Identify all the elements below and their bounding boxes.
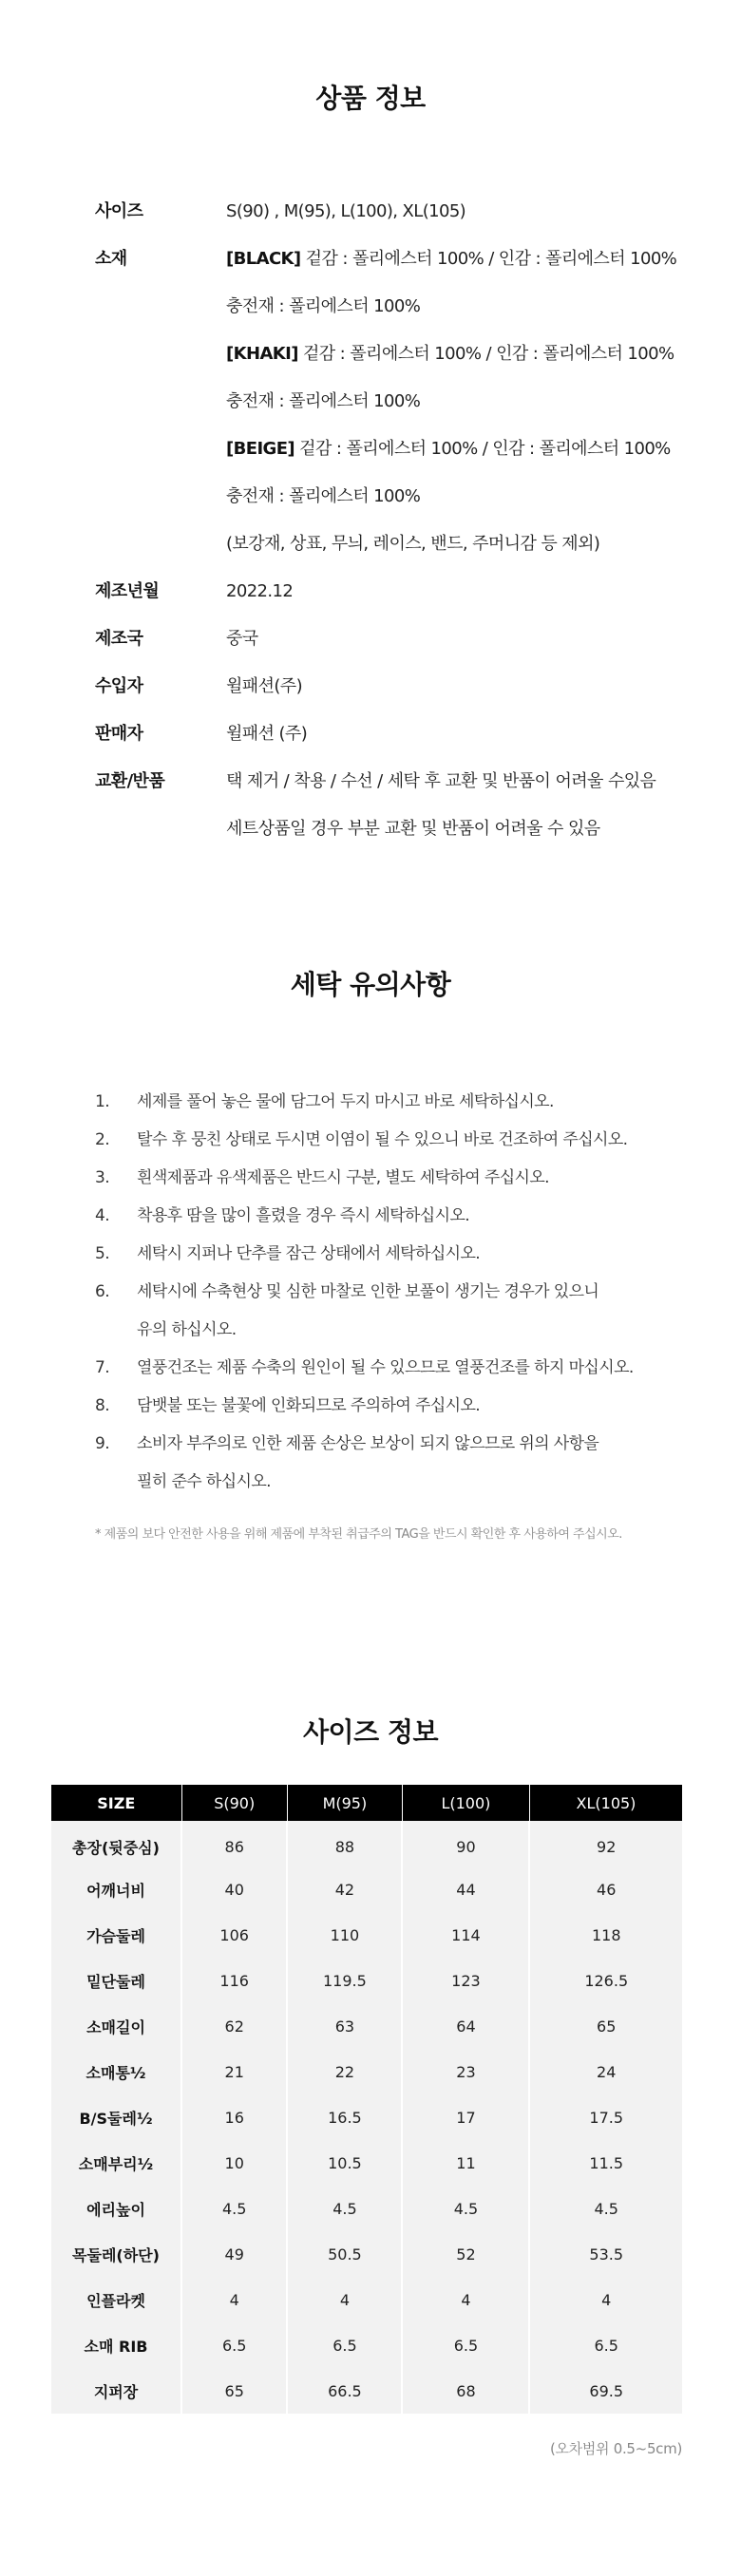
measurement-value: 11.5 — [529, 2140, 682, 2186]
wash-care-item-line: 세제를 풀어 놓은 물에 담그어 두지 마시고 바로 세탁하십시오. — [137, 1092, 554, 1111]
wash-care-item-line: 탈수 후 뭉친 상태로 두시면 이염이 될 수 있으니 바로 건조하여 주십시오. — [137, 1130, 628, 1149]
size-row — [95, 198, 703, 245]
measurement-value: 44 — [402, 1866, 529, 1912]
wash-care-list — [95, 1083, 684, 1501]
wash-care-item-line: 흰색제품과 유색제품은 반드시 구분, 별도 세탁하여 주십시오. — [137, 1168, 549, 1187]
size-table-row — [51, 2049, 682, 2094]
product-info-table — [95, 198, 703, 862]
wash-care-item — [95, 1083, 684, 1121]
measurement-value: 16 — [181, 2094, 287, 2140]
wash-care-item — [95, 1235, 684, 1273]
importer-value: 윌패션(주) — [226, 676, 302, 696]
measurement-value: 68 — [402, 2368, 529, 2414]
wash-care-item-number: 6. — [95, 1282, 110, 1301]
material-line-text: 충전재 : 폴리에스터 100% — [226, 296, 421, 316]
material-line — [226, 293, 703, 340]
material-line-text: 겉감 : 폴리에스터 100% / 인감 : 폴리에스터 100% — [294, 439, 671, 459]
measurement-value: 110 — [287, 1912, 402, 1958]
material-line — [226, 340, 703, 388]
wash-care-item — [95, 1159, 684, 1197]
wash-care-item-number: 2. — [95, 1130, 110, 1149]
size-column-header: L(100) — [402, 1785, 529, 1821]
exchange-line: 세트상품일 경우 부분 교환 및 반품이 어려울 수 있음 — [226, 819, 600, 839]
size-table-row — [51, 2231, 682, 2277]
measurement-value: 106 — [181, 1912, 287, 1958]
material-line-text: (보강재, 상표, 무늬, 레이스, 밴드, 주머니감 등 제외) — [226, 534, 600, 554]
size-table-body — [51, 1821, 682, 2414]
wash-care-item-text — [137, 1387, 684, 1425]
seller-label: 판매자 — [95, 724, 143, 744]
measurement-value: 90 — [402, 1821, 529, 1866]
measurement-value: 10.5 — [287, 2140, 402, 2186]
measurement-value: 52 — [402, 2231, 529, 2277]
measurement-value: 6.5 — [181, 2322, 287, 2368]
material-color-tag: [BEIGE] — [226, 439, 295, 459]
measurement-label: 목둘레(하단) — [51, 2231, 181, 2277]
measurement-value: 92 — [529, 1821, 682, 1866]
material-value — [226, 245, 703, 578]
wash-care-title: 세탁 유의사항 — [290, 969, 451, 1000]
exchange-row — [95, 767, 703, 862]
wash-care-item — [95, 1273, 684, 1349]
measurement-value: 4.5 — [402, 2186, 529, 2231]
measurement-value: 66.5 — [287, 2368, 402, 2414]
measurement-value: 46 — [529, 1866, 682, 1912]
measurement-value: 40 — [181, 1866, 287, 1912]
wash-care-item-number: 9. — [95, 1434, 110, 1453]
wash-care-note: * 제품의 보다 안전한 사용을 위해 제품에 부착된 취급주의 TAG을 반드시 확인한 후 사용하여 주십시오. — [95, 1527, 622, 1542]
measurement-label: B/S둘레½ — [51, 2094, 181, 2140]
size-column-header: S(90) — [181, 1785, 287, 1821]
size-column-header-label: SIZE — [51, 1785, 181, 1821]
measurement-value: 6.5 — [402, 2322, 529, 2368]
size-table-row — [51, 1958, 682, 2003]
wash-care-item-number: 8. — [95, 1396, 110, 1415]
size-table-row — [51, 2186, 682, 2231]
measurement-value: 119.5 — [287, 1958, 402, 2003]
material-line — [226, 435, 703, 483]
measurement-value: 114 — [402, 1912, 529, 1958]
wash-care-item-number: 7. — [95, 1358, 110, 1377]
measurement-value: 21 — [181, 2049, 287, 2094]
measurement-value: 10 — [181, 2140, 287, 2186]
wash-care-item-number: 4. — [95, 1206, 110, 1225]
material-line-text: 충전재 : 폴리에스터 100% — [226, 486, 421, 506]
measurement-value: 50.5 — [287, 2231, 402, 2277]
country-value: 중국 — [226, 629, 258, 649]
measurement-value: 65 — [529, 2003, 682, 2049]
country-row — [95, 625, 703, 672]
size-table-row — [51, 2368, 682, 2414]
importer-label: 수입자 — [95, 676, 143, 696]
measurement-label: 총장(뒷중심) — [51, 1821, 181, 1866]
wash-care-item-line: 착용후 땀을 많이 흘렸을 경우 즉시 세탁하십시오. — [137, 1206, 470, 1225]
wash-care-item-line: 세탁시 지퍼나 단추를 잠근 상태에서 세탁하십시오. — [137, 1244, 481, 1263]
wash-care-item — [95, 1425, 684, 1501]
wash-care-item-number: 5. — [95, 1244, 110, 1263]
material-label: 소재 — [95, 249, 127, 269]
wash-care-item-text — [137, 1273, 684, 1349]
wash-care-item — [95, 1349, 684, 1387]
exchange-value — [226, 767, 703, 862]
wash-care-item-text — [137, 1349, 684, 1387]
measurement-value: 118 — [529, 1912, 682, 1958]
size-tolerance-note: (오차범위 0.5~5cm) — [549, 2440, 682, 2457]
measurement-value: 4.5 — [287, 2186, 402, 2231]
wash-care-item-line: 담뱃불 또는 불꽃에 인화되므로 주의하여 주십시오. — [137, 1396, 481, 1415]
size-table-row — [51, 1866, 682, 1912]
measurement-value: 49 — [181, 2231, 287, 2277]
measurement-value: 63 — [287, 2003, 402, 2049]
size-table-header — [51, 1785, 682, 1821]
size-value: S(90) , M(95), L(100), XL(105) — [226, 201, 466, 221]
exchange-line: 택 제거 / 착용 / 수선 / 세탁 후 교환 및 반품이 어려울 수있음 — [226, 771, 656, 791]
country-label: 제조국 — [95, 629, 143, 649]
measurement-value: 116 — [181, 1958, 287, 2003]
seller-value: 윌패션 (주) — [226, 724, 308, 744]
measurement-value: 22 — [287, 2049, 402, 2094]
measurement-value: 69.5 — [529, 2368, 682, 2414]
importer-row — [95, 672, 703, 720]
measurement-value: 4 — [287, 2277, 402, 2322]
size-table-row — [51, 2140, 682, 2186]
measurement-value: 24 — [529, 2049, 682, 2094]
size-table-row — [51, 1912, 682, 1958]
size-label: 사이즈 — [95, 201, 143, 221]
wash-care-item — [95, 1387, 684, 1425]
measurement-label: 인플라켓 — [51, 2277, 181, 2322]
measurement-value: 53.5 — [529, 2231, 682, 2277]
wash-care-item-text — [137, 1121, 684, 1159]
size-table-row — [51, 1821, 682, 1866]
measurement-label: 소매부리½ — [51, 2140, 181, 2186]
measurement-value: 4 — [402, 2277, 529, 2322]
wash-care-item-text — [137, 1159, 684, 1197]
manufacture-date-row — [95, 578, 703, 625]
wash-care-item-line: 필히 준수 하십시오. — [137, 1472, 271, 1491]
material-line — [226, 245, 703, 293]
measurement-label: 밑단둘레 — [51, 1958, 181, 2003]
wash-care-item-line: 소비자 부주의로 인한 제품 손상은 보상이 되지 않으므로 위의 사항을 — [137, 1434, 599, 1453]
measurement-value: 17.5 — [529, 2094, 682, 2140]
size-column-header: XL(105) — [529, 1785, 682, 1821]
wash-care-item-number: 3. — [95, 1168, 110, 1187]
material-line-text: 겉감 : 폴리에스터 100% / 인감 : 폴리에스터 100% — [297, 344, 674, 364]
material-line — [226, 483, 703, 530]
size-info-title: 사이즈 정보 — [303, 1716, 438, 1748]
measurement-value: 86 — [181, 1821, 287, 1866]
measurement-value: 62 — [181, 2003, 287, 2049]
manufacture-date-value: 2022.12 — [226, 581, 294, 601]
material-row — [95, 245, 703, 578]
measurement-value: 42 — [287, 1866, 402, 1912]
measurement-value: 11 — [402, 2140, 529, 2186]
wash-care-item-text — [137, 1425, 684, 1501]
wash-care-item-text — [137, 1083, 684, 1121]
material-line — [226, 530, 703, 578]
product-info-title: 상품 정보 — [315, 83, 426, 114]
size-table-row — [51, 2003, 682, 2049]
wash-care-item-text — [137, 1197, 684, 1235]
measurement-label: 가슴둘레 — [51, 1912, 181, 1958]
size-table-row — [51, 2277, 682, 2322]
measurement-value: 65 — [181, 2368, 287, 2414]
measurement-label: 어깨너비 — [51, 1866, 181, 1912]
material-line-text: 겉감 : 폴리에스터 100% / 인감 : 폴리에스터 100% — [300, 249, 677, 269]
measurement-value: 4 — [529, 2277, 682, 2322]
material-line — [226, 388, 703, 435]
measurement-value: 4.5 — [529, 2186, 682, 2231]
wash-care-item-line: 열풍건조는 제품 수축의 원인이 될 수 있으므로 열풍건조를 하지 마십시오. — [137, 1358, 634, 1377]
measurement-label: 소매길이 — [51, 2003, 181, 2049]
material-color-tag: [BLACK] — [226, 249, 301, 269]
seller-row — [95, 720, 703, 767]
wash-care-item — [95, 1197, 684, 1235]
measurement-value: 17 — [402, 2094, 529, 2140]
material-line-text: 충전재 : 폴리에스터 100% — [226, 391, 421, 411]
material-color-tag: [KHAKI] — [226, 344, 298, 364]
measurement-value: 126.5 — [529, 1958, 682, 2003]
measurement-label: 소매 RIB — [51, 2322, 181, 2368]
manufacture-date-label: 제조년월 — [95, 581, 160, 601]
measurement-value: 16.5 — [287, 2094, 402, 2140]
measurement-value: 23 — [402, 2049, 529, 2094]
wash-care-item — [95, 1121, 684, 1159]
measurement-value: 6.5 — [287, 2322, 402, 2368]
measurement-value: 4 — [181, 2277, 287, 2322]
size-table — [51, 1785, 682, 2414]
wash-care-item-number: 1. — [95, 1092, 110, 1111]
measurement-value: 64 — [402, 2003, 529, 2049]
measurement-value: 88 — [287, 1821, 402, 1866]
measurement-value: 6.5 — [529, 2322, 682, 2368]
exchange-label: 교환/반품 — [95, 771, 165, 791]
wash-care-item-text — [137, 1235, 684, 1273]
size-table-row — [51, 2322, 682, 2368]
size-table-row — [51, 2094, 682, 2140]
size-column-header: M(95) — [287, 1785, 402, 1821]
measurement-value: 123 — [402, 1958, 529, 2003]
wash-care-item-line: 유의 하십시오. — [137, 1320, 237, 1339]
wash-care-item-line: 세탁시에 수축현상 및 심한 마찰로 인한 보풀이 생기는 경우가 있으니 — [137, 1282, 599, 1301]
measurement-label: 에리높이 — [51, 2186, 181, 2231]
measurement-label: 지퍼장 — [51, 2368, 181, 2414]
measurement-label: 소매통½ — [51, 2049, 181, 2094]
measurement-value: 4.5 — [181, 2186, 287, 2231]
